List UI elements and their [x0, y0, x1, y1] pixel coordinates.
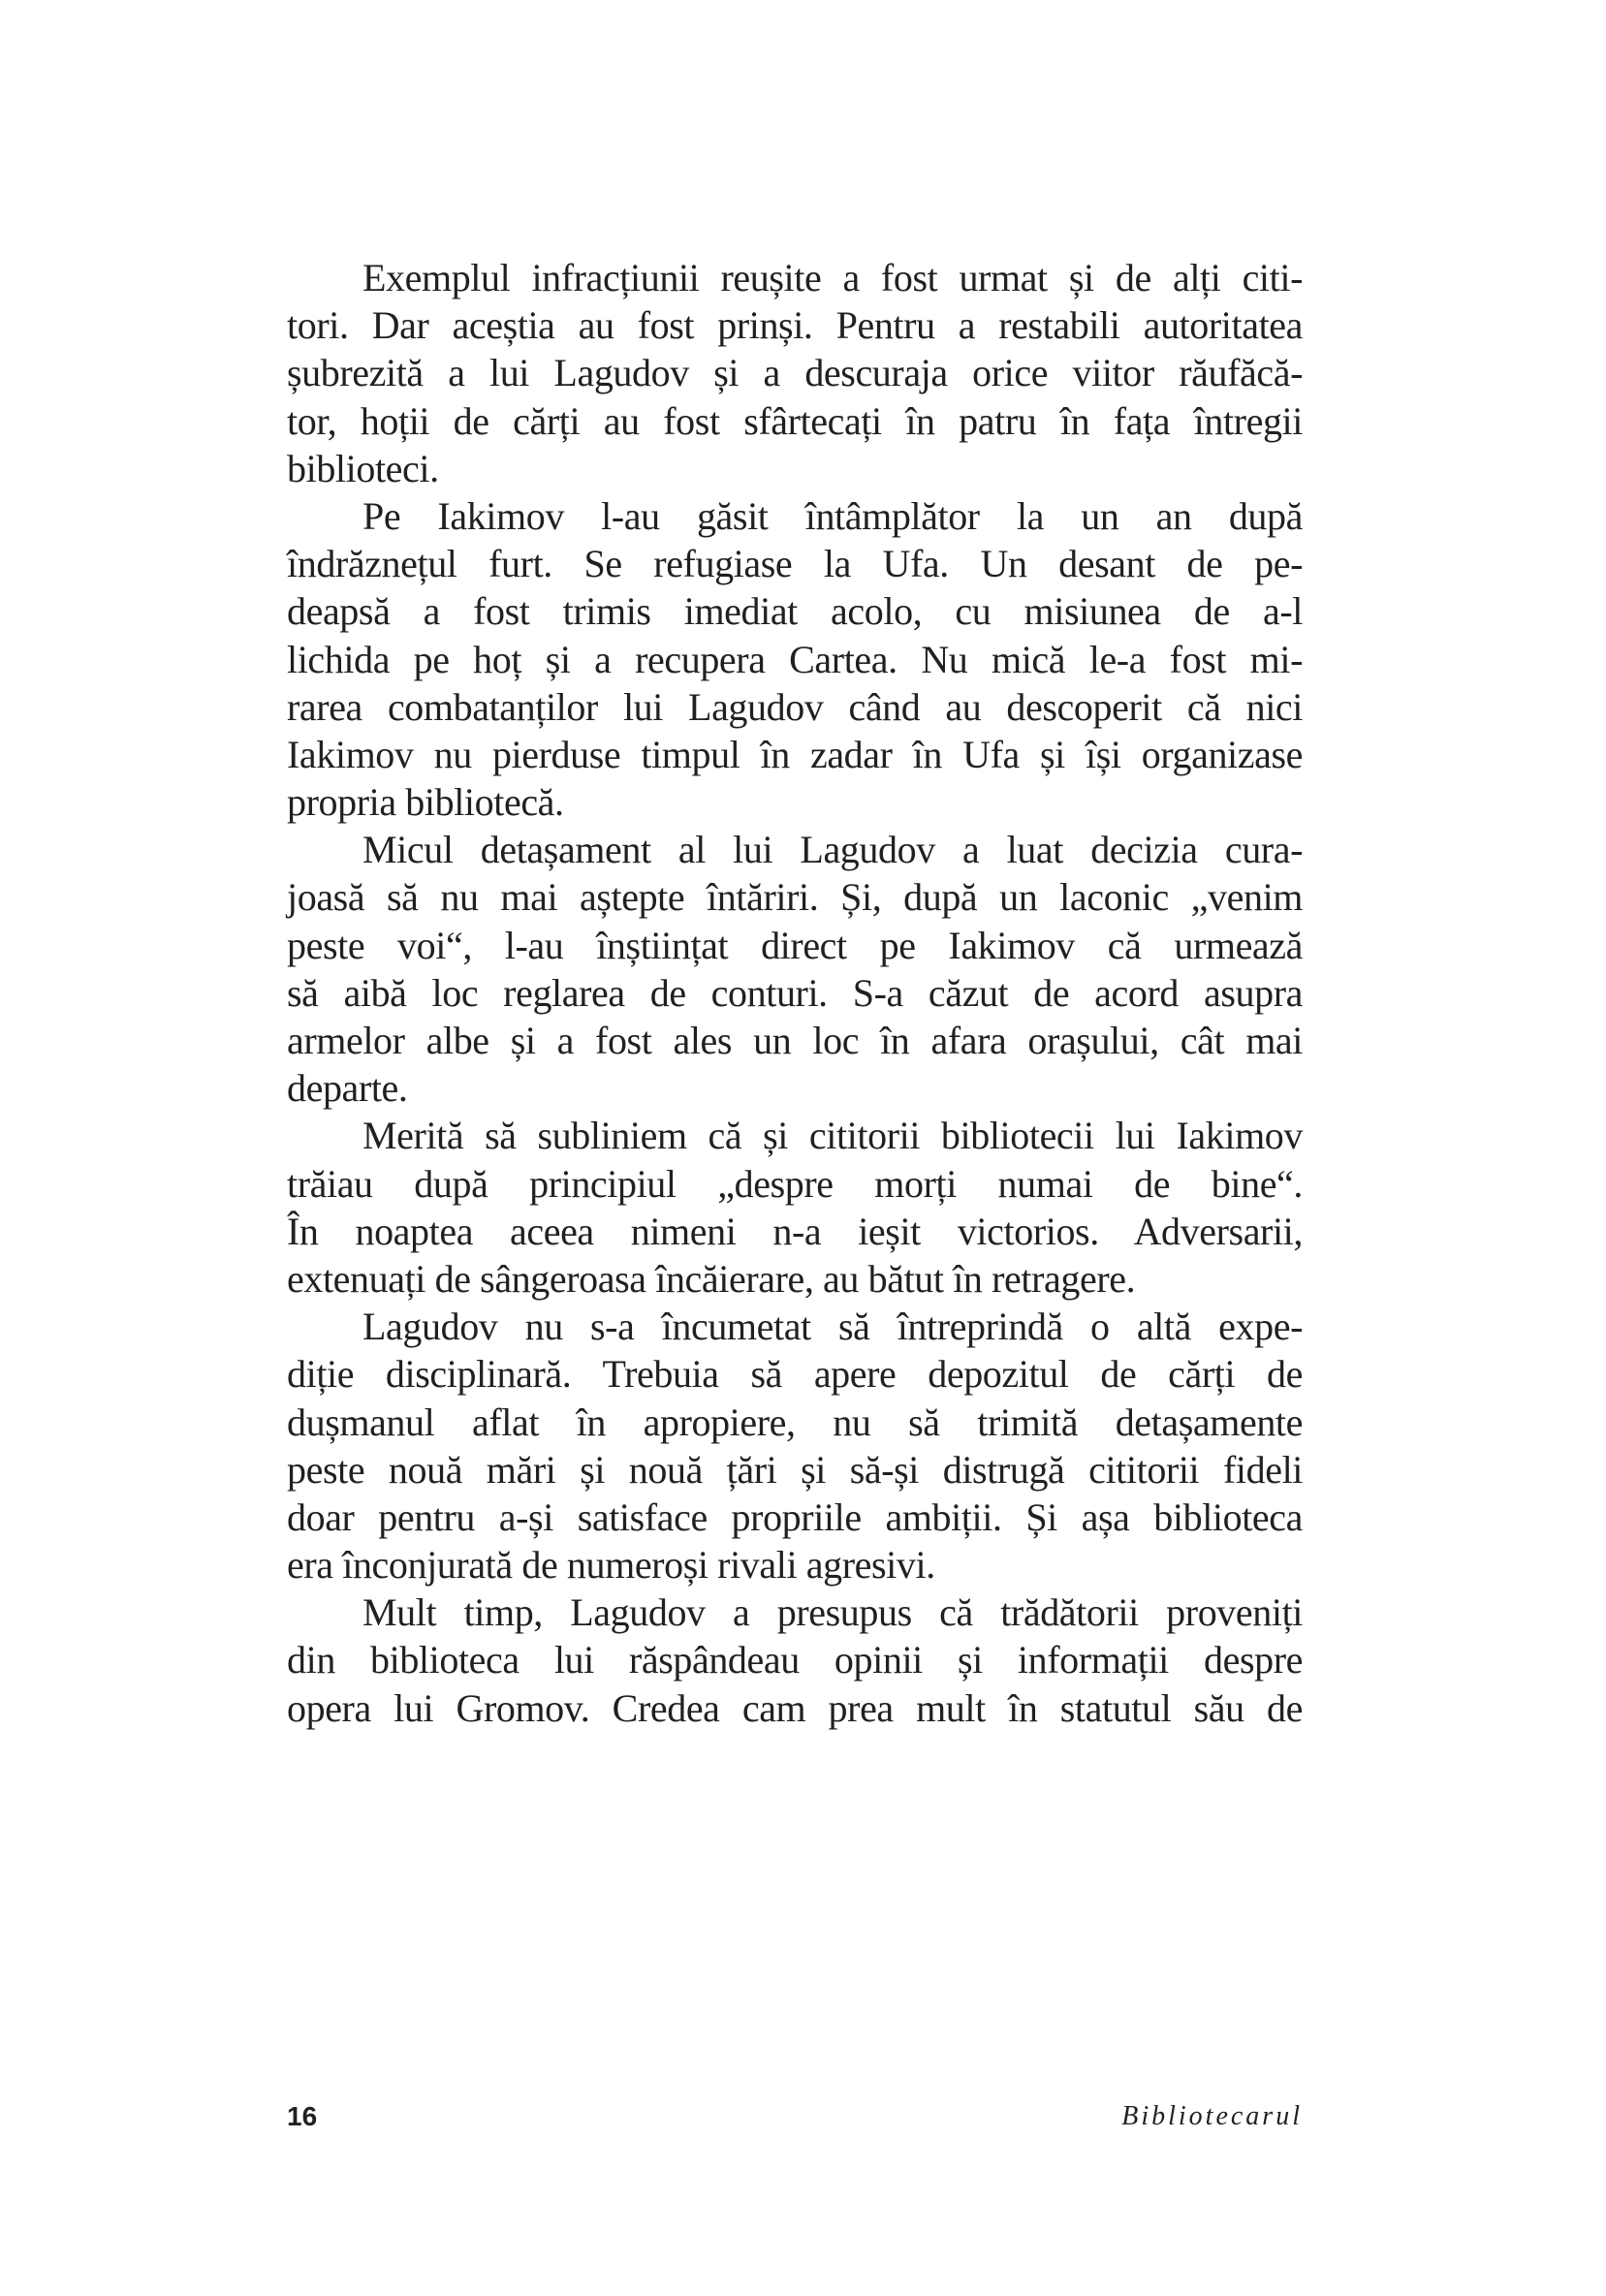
text-line: doar pentru a-și satisface propriile ambiții. Și așa biblioteca: [287, 1494, 1303, 1539]
page-number: 16: [287, 2101, 318, 2131]
body-text: [287, 254, 1303, 1732]
text-line: peste voi“, l-au înștiințat direct pe Iakimov că urmează: [287, 923, 1303, 967]
text-line: șubrezită a lui Lagudov și a descuraja orice viitor răufăcă-: [287, 351, 1303, 395]
text-line: dușmanul aflat în apropiere, nu să trimită detașamente: [287, 1400, 1303, 1444]
text-line: diție disciplinară. Trebuia să apere depozitul de cărți de: [287, 1352, 1303, 1397]
text-line: Lagudov nu s-a încumetat să întreprindă o altă expe-: [362, 1305, 1303, 1349]
text-line: Micul detașament al lui Lagudov a luat decizia cura-: [362, 828, 1303, 872]
text-line: Mult timp, Lagudov a presupus că trădătorii proveniți: [362, 1590, 1303, 1635]
text-line: biblioteci.: [287, 446, 439, 490]
text-line: trăiau după principiul „despre morți numai de bine“.: [287, 1161, 1303, 1206]
text-line: din biblioteca lui răspândeau opinii și informații despre: [287, 1638, 1303, 1683]
text-line: tori. Dar aceștia au fost prinși. Pentru a restabili autoritatea: [287, 303, 1303, 348]
text-line: deapsă a fost trimis imediat acolo, cu misiunea de a-l: [287, 589, 1303, 634]
text-line: Exemplul infracțiunii reușite a fost urmat și de alți citi-: [362, 256, 1303, 299]
text-line: joasă să nu mai aștepte întăriri. Și, după un laconic „venim: [287, 875, 1303, 920]
text-line: Iakimov nu pierduse timpul în zadar în Ufa și își organizase: [287, 732, 1303, 776]
text-line: extenuați de sângeroasa încăierare, au bătut în retragere.: [287, 1256, 1136, 1301]
text-line: În noaptea aceea nimeni n-a ieșit victorios. Adversarii,: [287, 1209, 1303, 1253]
text-line: Pe Iakimov l-au găsit întâmplător la un an după: [362, 493, 1303, 538]
text-line: Merită să subliniem că și cititorii bibliotecii lui Iakimov: [362, 1114, 1303, 1158]
text-line: tor, hoții de cărți au fost sfârtecați în patru în fața întregii: [287, 398, 1303, 443]
page-footer: [287, 2101, 1303, 2140]
text-line: era înconjurată de numeroși rivali agresivi.: [287, 1543, 935, 1588]
text-line: rarea combatanților lui Lagudov când au descoperit că nici: [287, 684, 1303, 729]
text-line: îndrăznețul furt. Se refugiase la Ufa. Un desant de pe-: [287, 542, 1303, 586]
running-title: Bibliotecarul: [1121, 2101, 1303, 2131]
text-line: departe.: [287, 1066, 408, 1111]
text-line: lichida pe hoț și a recupera Cartea. Nu mică le-a fost mi-: [287, 637, 1303, 681]
text-line: propria bibliotecă.: [287, 780, 564, 825]
text-line: să aibă loc reglarea de conturi. S-a căzut de acord asupra: [287, 970, 1303, 1015]
text-line: armelor albe și a fost ales un loc în afara orașului, cât mai: [287, 1019, 1303, 1062]
text-line: opera lui Gromov. Credea cam prea mult în statutul său de: [287, 1685, 1303, 1730]
text-line: peste nouă mări și nouă țări și să-și distrugă cititorii fideli: [287, 1447, 1303, 1492]
